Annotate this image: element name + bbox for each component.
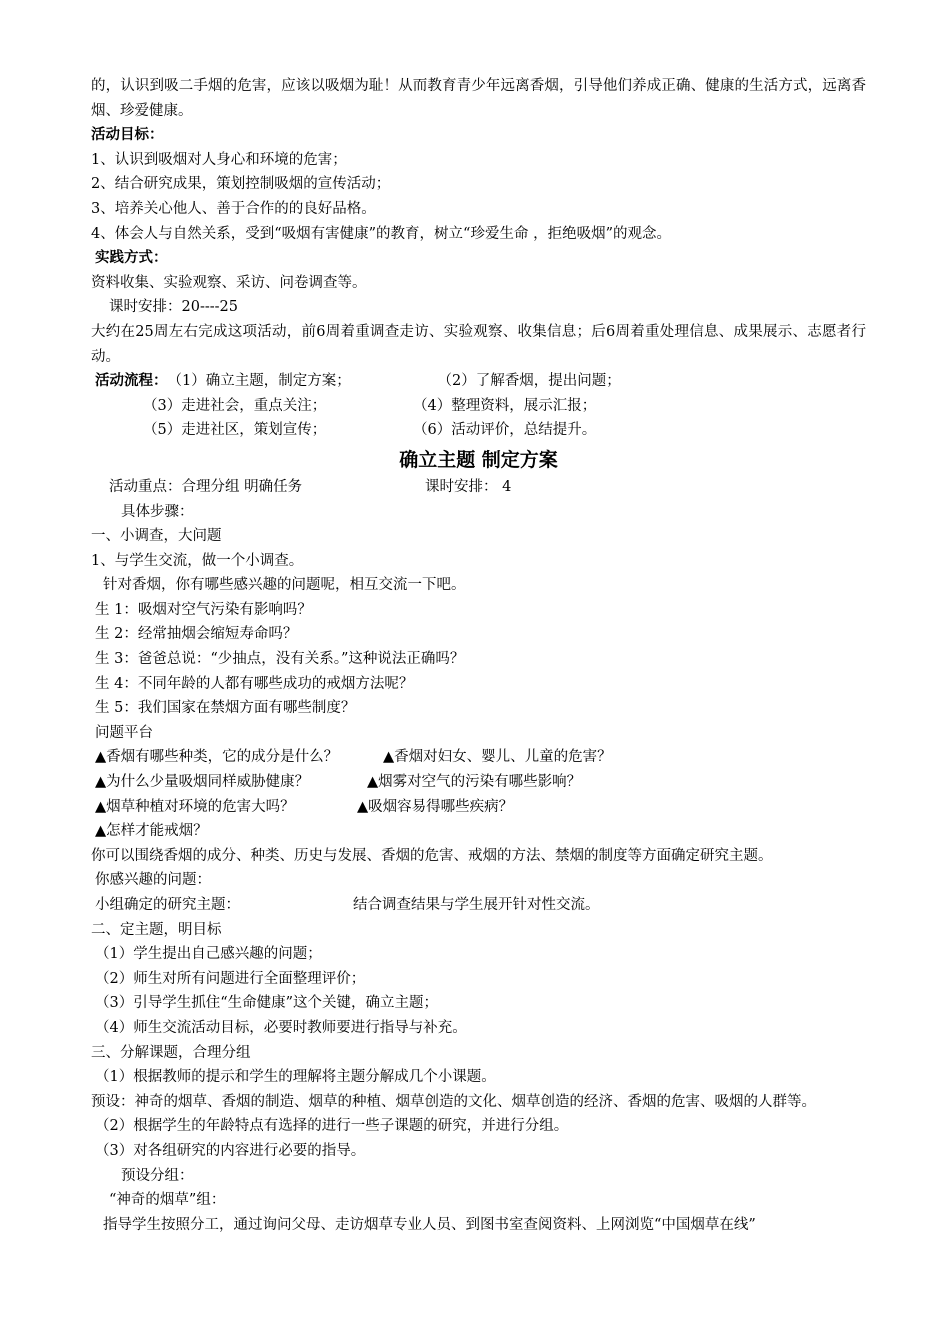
platform-question: ▲香烟对妇女、婴儿、儿童的危害？ (383, 749, 612, 766)
flow-label: 活动流程： (95, 372, 168, 390)
practice-heading: 实践方式： (95, 249, 168, 267)
part3-preset-groups: 预设分组： (121, 1167, 194, 1184)
student-question: 生 3：爸爸总说：“少抽点，没有关系。”这种说法正确吗？ (95, 651, 465, 668)
part2-item: （4）师生交流活动目标，必要时教师要进行指导与补充。 (95, 1019, 467, 1036)
part2-item: （3）引导学生抓住“生命健康”这个关键，确立主题； (95, 995, 439, 1012)
part2-item: （2）师生对所有问题进行全面整理评价； (95, 970, 366, 987)
platform-row (91, 819, 866, 844)
section-title: 确立主题 制定方案 (399, 448, 558, 471)
platform-question: ▲为什么少量吸烟同样威胁健康？ (95, 774, 310, 791)
part3-item: （3）对各组研究的内容进行必要的指导。 (95, 1142, 366, 1159)
part1-exchange: 结合调查结果与学生展开针对性交流。 (353, 897, 600, 913)
flow-step: （4）整理资料，展示汇报； (413, 397, 597, 414)
section-meta (91, 475, 866, 500)
goal-item: 4、体会人与自然关系，受到“吸烟有害健康”的教育，树立“珍爱生命 ，拒绝吸烟”的观念。 (91, 225, 671, 242)
student-question: 生 5：我们国家在禁烟方面有哪些制度？ (95, 700, 356, 717)
goal-item: 1、认识到吸烟对人身心和环境的危害； (91, 151, 347, 168)
part1-sub: 1、与学生交流，做一个小调查。 (91, 552, 304, 569)
platform-row (91, 770, 866, 795)
practice-schedule: 课时安排：20----25 (109, 299, 238, 316)
platform-question: ▲香烟有哪些种类，它的成分是什么？ (95, 749, 339, 766)
platform-row (91, 795, 866, 820)
part2-heading: 二、定主题，明目标 (91, 921, 222, 938)
part1-prompt: 针对香烟，你有哪些感兴趣的问题呢，相互交流一下吧。 (103, 577, 466, 594)
student-question: 生 1：吸烟对空气污染有影响吗？ (95, 601, 312, 618)
part3-item: （2）根据学生的年龄特点有选择的进行一些子课题的研究，并进行分组。 (95, 1118, 569, 1135)
flow-step: （2）了解香烟，提出问题； (437, 373, 621, 390)
part2-item: （1）学生提出自己感兴趣的问题； (95, 946, 322, 963)
student-question: 生 2：经常抽烟会缩短寿命吗？ (95, 626, 298, 643)
platform-label: 问题平台 (95, 724, 153, 741)
flow-step: （6）活动评价，总结提升。 (413, 422, 597, 439)
steps-label: 具体步骤： (121, 503, 194, 520)
part1-suggestion: 你可以围绕香烟的成分、种类、历史与发展、香烟的危害、戒烟的方法、禁烟的制度等方面确定研究主题。 (91, 847, 773, 864)
flow-row-3 (91, 418, 866, 443)
part3-group-name: “神奇的烟草”组： (109, 1192, 226, 1209)
section-hours: 课时安排： 4 (425, 478, 512, 495)
part1-group-topic: 小组确定的研究主题： (95, 897, 240, 913)
goal-item: 2、结合研究成果，策划控制吸烟的宣传活动； (91, 176, 391, 193)
part1-heading: 一、小调查，大问题 (91, 528, 222, 545)
flow-step: （3）走进社会，重点关注； (143, 397, 327, 414)
platform-question: ▲怎样才能戒烟？ (95, 823, 208, 840)
flow-row-2 (91, 394, 866, 419)
part1-group-topic-row (91, 893, 866, 918)
platform-row (91, 745, 866, 770)
student-question: 生 4：不同年龄的人都有哪些成功的戒烟方法呢？ (95, 675, 414, 692)
part3-heading: 三、分解课题，合理分组 (91, 1044, 251, 1061)
intro-paragraph: 的，认识到吸二手烟的危害，应该以吸烟为耻！从而教育青少年远离香烟，引导他们养成正确、健康的生活方式，远离香烟、珍爱健康。 (91, 78, 866, 119)
platform-question: ▲烟草种植对环境的危害大吗？ (95, 798, 295, 815)
part3-preset: 预设：神奇的烟草、香烟的制造、烟草的种植、烟草创造的文化、烟草创造的经济、香烟的危害、吸烟的人群等。 (91, 1093, 816, 1110)
flow-step: （5）走进社区，策划宣传； (143, 422, 327, 439)
practice-plan: 大约在25周左右完成这项活动，前6周着重调查走访、实验观察、收集信息；后6周着重处理信息、成果展示、志愿者行动。 (91, 323, 866, 365)
platform-question: ▲吸烟容易得哪些疾病？ (357, 798, 514, 815)
part1-interest: 你感兴趣的问题： (95, 872, 211, 889)
goal-item: 3、培养关心他人、善于合作的的良好品格。 (91, 200, 376, 217)
practice-text: 资料收集、实验观察、采访、问卷调查等。 (91, 274, 367, 291)
section-focus: 活动重点：合理分组 明确任务 (109, 478, 303, 495)
document-page (91, 74, 866, 1237)
part3-item: （1）根据教师的提示和学生的理解将主题分解成几个小课题。 (95, 1069, 496, 1086)
flow-step: （1）确立主题，制定方案； (167, 373, 351, 390)
platform-question: ▲烟雾对空气的污染有哪些影响？ (367, 774, 582, 791)
part3-guide: 指导学生按照分工，通过询问父母、走访烟草专业人员、到图书室查阅资料、上网浏览“中国烟草在线” (103, 1216, 756, 1233)
goals-heading: 活动目标： (91, 126, 164, 144)
flow-row-1 (91, 369, 866, 394)
